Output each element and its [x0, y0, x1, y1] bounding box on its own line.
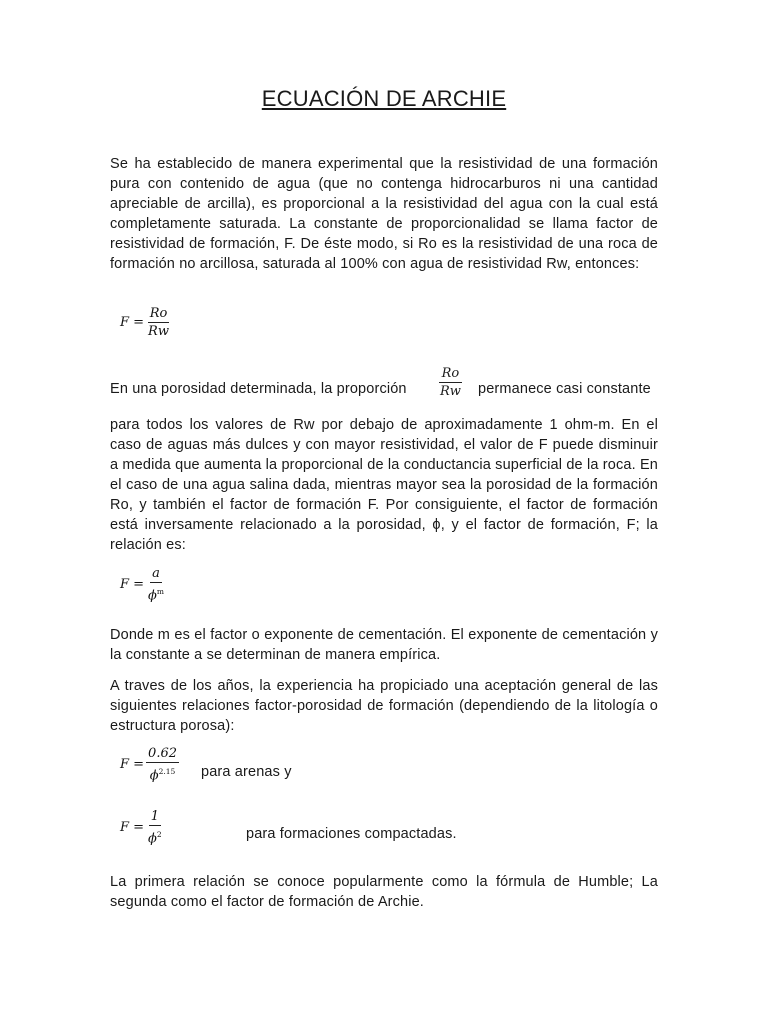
page-title: ECUACIÓN DE ARCHIE	[261, 86, 507, 111]
denominator: Rw	[148, 324, 169, 339]
equation-archie	[120, 809, 164, 846]
fraction	[146, 566, 166, 603]
numerator: 0.62	[148, 746, 177, 761]
phi-symbol: ϕ	[148, 588, 157, 604]
denominator	[146, 826, 164, 846]
equation-archie-note: para formaciones compactadas.	[246, 826, 457, 842]
equation-humble	[120, 746, 179, 783]
paragraph-conclusion: La primera relación se conoce popularmente como la fórmula de Humble; La segunda como el factor de formación de Archie.	[110, 874, 658, 910]
phi-symbol: ϕ	[149, 768, 159, 784]
exponent: 2.15	[158, 767, 176, 776]
equation-lhs: F =	[120, 315, 145, 330]
paragraph-proportion-end: permanece casi constante	[478, 381, 651, 397]
fraction	[146, 746, 179, 783]
equation-lhs: F =	[120, 820, 145, 836]
numerator: Ro	[149, 306, 168, 321]
denominator: Rw	[440, 384, 461, 399]
equation-lhs: F =	[120, 757, 145, 773]
numerator: Ro	[439, 366, 463, 383]
equation-humble-note: para arenas y	[201, 764, 292, 780]
exponent: 2	[156, 830, 162, 839]
equation-lhs: F =	[120, 577, 145, 593]
phi-symbol: ϕ	[148, 831, 157, 847]
fraction	[146, 306, 171, 339]
denominator	[148, 763, 178, 783]
fraction	[146, 809, 164, 846]
equation-f-ro-rw	[120, 306, 171, 339]
numerator: 1	[150, 809, 160, 824]
paragraph-intro: Se ha establecido de manera experimental que la resistividad de una formación pura con contenido de agua (que no contenga hidrocarburos ni una cantidad apreciable de arcilla), es proporcional a la resistividad del agua con la cual está completamente saturada. La constante de proporcionalidad se llama factor de resistividad de formación, F. De éste modo, si Ro es la resistividad de una roca de formación no arcillosa, saturada al 100% con agua de resistividad Rw, entonces:	[110, 156, 658, 272]
denominator	[146, 583, 166, 603]
equation-f-a-phi-m	[120, 566, 166, 603]
numerator: a	[152, 566, 160, 581]
paragraph-proportion-start: En una porosidad determinada, la proporción	[110, 381, 407, 397]
paragraph-porosity: para todos los valores de Rw por debajo de aproximadamente 1 ohm-m. En el caso de aguas más dulces y con mayor resistividad, el valor de F puede disminuir a medida que aumenta la proporcional de la conductancia superficial de la roca. En el caso de una agua salina dada, mientras mayor sea la porosidad de la formación Ro, y también el factor de formación F. Por consiguiente, el factor de formación está inversamente relacionado a la porosidad, ϕ, y el factor de formación, F; la relación es:	[110, 417, 658, 553]
paragraph-cementation: Donde m es el factor o exponente de cementación. El exponente de cementación y la constante a se determinan de manera empírica.	[110, 627, 658, 663]
paragraph-relations: A traves de los años, la experiencia ha propiciado una aceptación general de las siguientes relaciones factor-porosidad de formación (dependiendo de la litología o estructura porosa):	[110, 678, 658, 734]
inline-fraction-ro-rw	[437, 366, 464, 399]
exponent: m	[156, 587, 165, 596]
